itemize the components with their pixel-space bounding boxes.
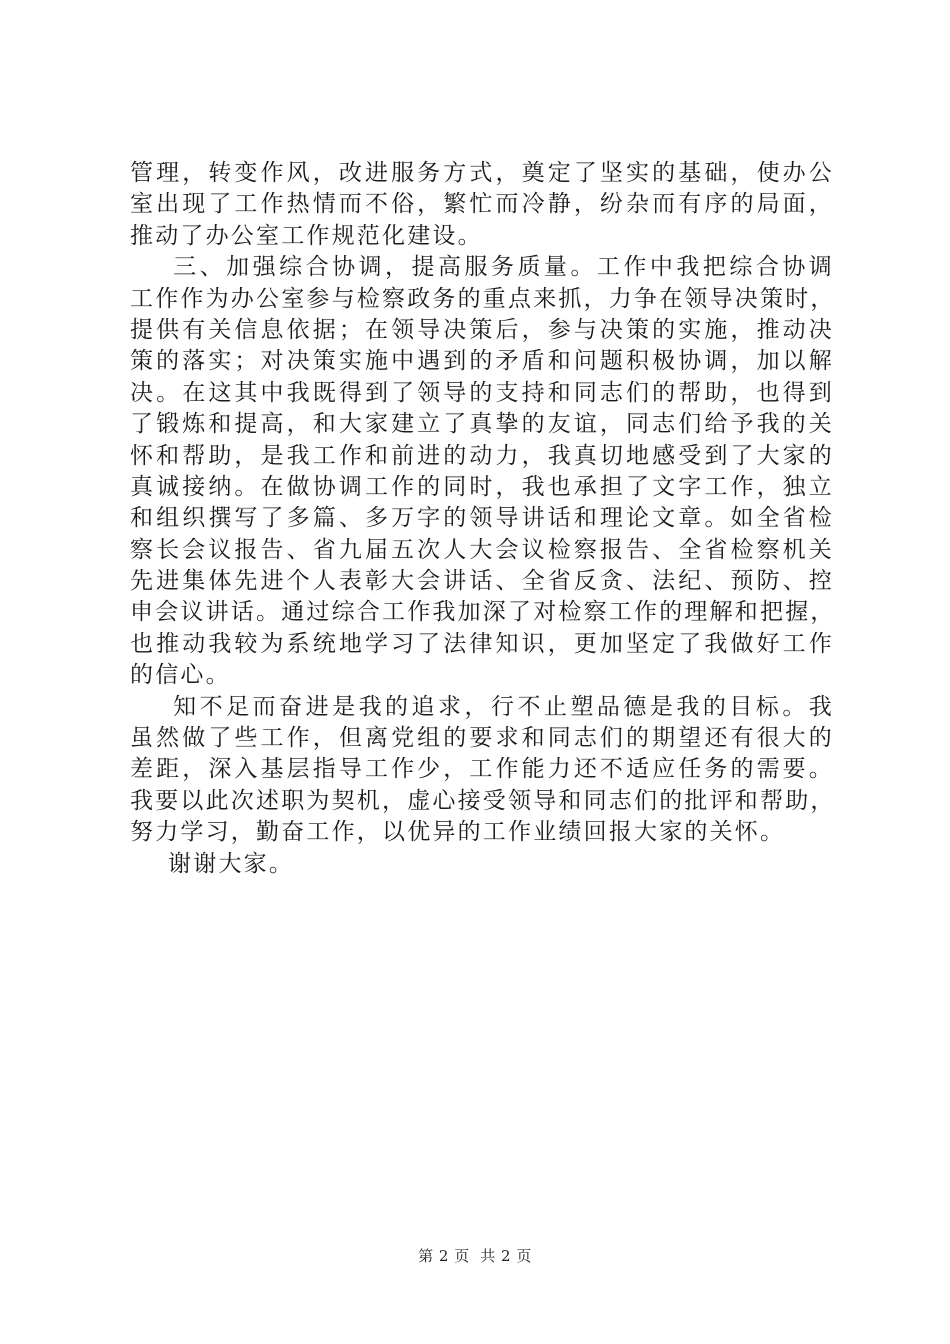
text-line: 虽然做了些工作，但离党组的要求和同志们的期望还有很大的 — [130, 725, 834, 752]
text-line: 了锻炼和提高，和大家建立了真挚的友谊，同志们给予我的关 — [130, 411, 834, 438]
text-line: 的信心。 — [130, 662, 231, 689]
text-line: 努力学习，勤奋工作，以优异的工作业绩回报大家的关怀。 — [130, 819, 786, 846]
text-line: 和组织撰写了多篇、多万字的领导讲话和理论文章。如全省检 — [130, 505, 834, 532]
text-line: 策的落实；对决策实施中遇到的矛盾和问题积极协调，加以解 — [130, 348, 834, 375]
page-number-label: 第 2 页 共 2 页 — [418, 1247, 532, 1265]
text-line: 差距，深入基层指导工作少，工作能力还不适应任务的需要。 — [130, 756, 834, 783]
text-line: 谢谢大家。 — [130, 850, 295, 877]
text-line: 先进集体先进个人表彰大会讲话、全省反贪、法纪、预防、控 — [130, 568, 834, 595]
text-line: 察长会议报告、省九届五次人大会议检察报告、全省检察机关 — [130, 536, 834, 563]
text-line: 我要以此次述职为契机，虚心接受领导和同志们的批评和帮助， — [130, 787, 836, 814]
text-line: 管理，转变作风，改进服务方式，奠定了坚实的基础，使办公 — [130, 160, 834, 186]
document-body — [130, 158, 834, 880]
text-line: 工作作为办公室参与检察政务的重点来抓，力争在领导决策时， — [130, 285, 836, 312]
text-line: 怀和帮助，是我工作和前进的动力，我真切地感受到了大家的 — [130, 442, 834, 469]
text-line: 室出现了工作热情而不俗，繁忙而冷静，纷杂而有序的局面， — [130, 191, 834, 218]
text-line: 提供有关信息依据；在领导决策后，参与决策的实施，推动决 — [130, 316, 834, 343]
page-footer — [0, 1245, 950, 1266]
text-line: 推动了办公室工作规范化建设。 — [130, 222, 483, 249]
text-line: 真诚接纳。在做协调工作的同时，我也承担了文字工作，独立 — [130, 473, 834, 500]
text-line: 决。在这其中我既得到了领导的支持和同志们的帮助，也得到 — [130, 379, 834, 406]
text-line: 也推动我较为系统地学习了法律知识，更加坚定了我做好工作 — [130, 630, 834, 657]
text-line: 知不足而奋进是我的追求，行不止塑品德是我的目标。我 — [130, 693, 834, 720]
text-line: 三、加强综合协调，提高服务质量。工作中我把综合协调 — [130, 254, 834, 281]
text-line: 申会议讲话。通过综合工作我加深了对检察工作的理解和把握， — [130, 599, 836, 626]
